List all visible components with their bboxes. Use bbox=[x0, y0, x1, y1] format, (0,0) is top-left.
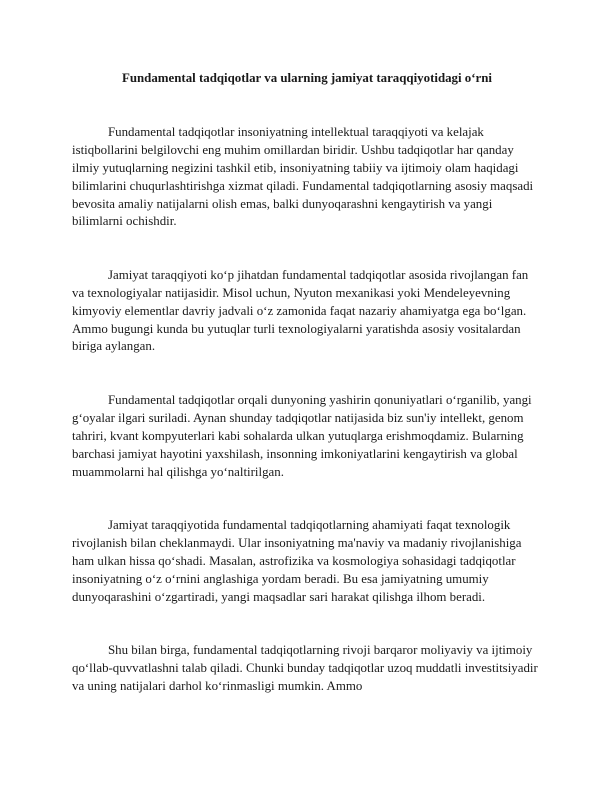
paragraph-1: Fundamental tadqiqotlar insoniyatning intellektual taraqqiyoti va kelajak istiqbollarini belgilovchi eng muhim omillardan biridir. Ushbu tadqiqotlar har qanday ilmiy yutuqlarning negizini tashkil etib, insoniyatning tabiiy va ijtimoiy olam haqidagi bilimlarini chuqurlashtirishga xizmat qiladi. Fundamental tadqiqotlarning asosiy maqsadi bevosita amaliy natijalarni olish emas, balki dunyoqarashni kengaytirish va yangi bilimlarni ochishdir. bbox=[72, 124, 534, 229]
paragraph-3: Fundamental tadqiqotlar orqali dunyoning yashirin qonuniyatlari o‘rganilib, yangi g‘oyalar ilgari suriladi. Aynan shunday tadqiqotlar natijasida biz sun'iy intellekt, genom tahriri, kvant kompyuterlari kabi sohalarda ulkan yutuqlarga erishmoqdamiz. Bularning barchasi jamiyat hayotini yaxshilash, insonning imkoniyatlarini kengaytirish va global muammolarni hal qilishga yo‘naltirilgan. bbox=[72, 392, 532, 479]
paragraph-4: Jamiyat taraqqiyotida fundamental tadqiqotlarning ahamiyati faqat texnologik rivojlanish bilan cheklanmaydi. Ular insoniyatning ma'naviy va madaniy rivojlanishiga ham ulkan hissa qo‘shadi. Masalan, astrofizika va kosmologiya sohasidagi tadqiqotlar insoniyatning o‘z o‘rnini anglashiga yordam beradi. Bu esa jamiyatning umumiy dunyoqarashini o‘zgartiradi, yangi maqsadlar sari harakat qilishga ilhom beradi. bbox=[72, 517, 522, 604]
document-body bbox=[72, 70, 542, 696]
spacer bbox=[72, 88, 542, 124]
spacer bbox=[72, 481, 542, 517]
paragraph-2: Jamiyat taraqqiyoti ko‘p jihatdan fundamental tadqiqotlar asosida rivojlangan fan va texnologiyalar natijasidir. Misol uchun, Nyuton mexanikasi yoki Mendeleyevning kimyoviy elementlar davriy jadvali o‘z zamonida faqat nazariy ahamiyatga ega bo‘lgan. Ammo bugungi kunda bu yutuqlar turli texnologiyalarni yaratishda asosiy vositalardan biriga aylangan. bbox=[72, 267, 529, 354]
spacer bbox=[72, 356, 542, 392]
spacer bbox=[72, 606, 542, 642]
spacer bbox=[72, 231, 542, 267]
document-title: Fundamental tadqiqotlar va ularning jamiyat taraqqiyotidagi o‘rni bbox=[121, 71, 493, 85]
paragraph-5: Shu bilan birga, fundamental tadqiqotlarning rivoji barqaror moliyaviy va ijtimoiy qo‘llab-quvvatlashni talab qiladi. Chunki bunday tadqiqotlar uzoq muddatli investitsiyadir va uning natijalari darhol ko‘rinmasligi mumkin. Ammo bbox=[72, 642, 538, 693]
